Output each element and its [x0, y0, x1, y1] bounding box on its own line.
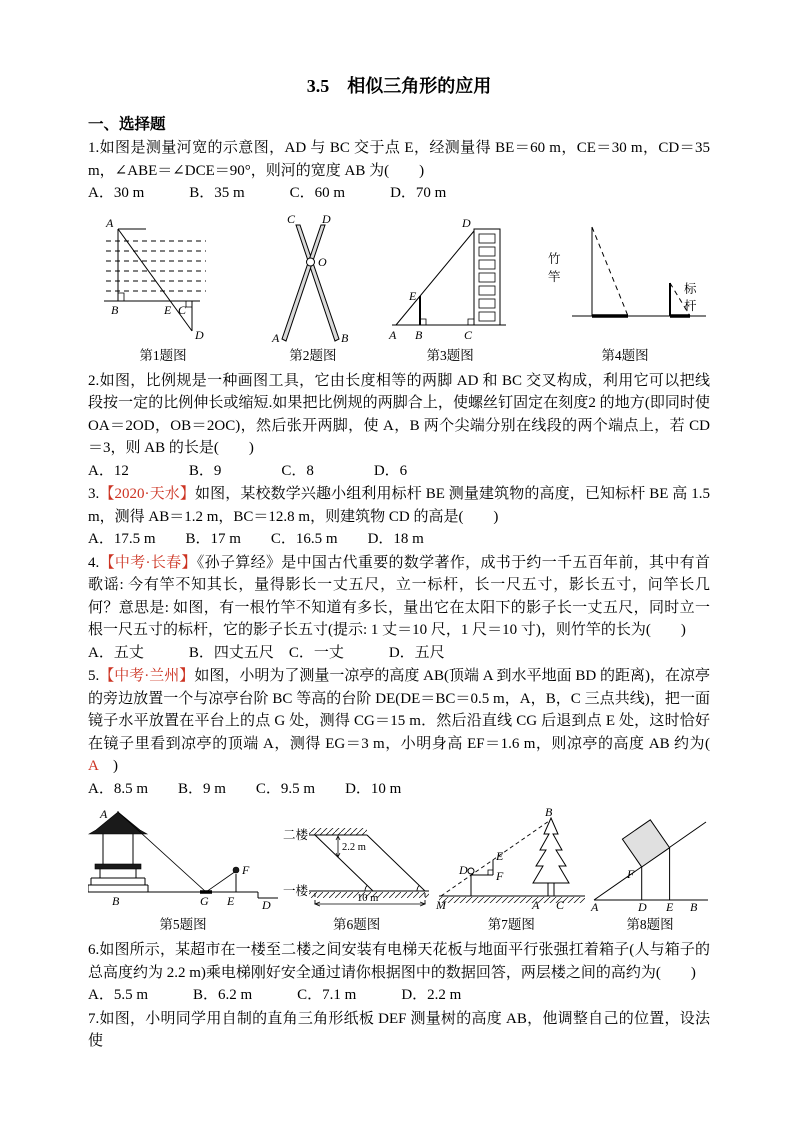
fig7-label-c: C	[556, 898, 565, 912]
fig8-label-d: D	[637, 900, 647, 912]
figure-3	[388, 213, 513, 364]
fig5-label-d: D	[262, 898, 271, 912]
figure-3-diagram	[388, 213, 513, 343]
fig2-label-d: D	[322, 212, 331, 226]
problem-6-text: 6.如图所示，某超市在一楼至二楼之间安装有电梯天花板与地面平行张强扛着箱子(人与箱子的总高度约为 2.2 m)乘电梯刚好安全通过请你根据图中的数据回答，两层楼之间的高约为( )	[88, 942, 710, 981]
fig4-marker-label-2: 杆	[683, 298, 697, 313]
figure-5-diagram	[88, 808, 278, 912]
figure-2	[265, 213, 360, 364]
problem-4-source-tag: 【中考·长春】	[99, 554, 197, 571]
problem-5	[88, 665, 725, 778]
problem-4-options: A．五丈 B．四丈五尺 C．一丈 D．五尺	[88, 644, 445, 661]
fig6-floor1-label: 一楼	[282, 884, 308, 898]
figure-3-caption: 第3题图	[426, 347, 474, 363]
figure-8-diagram	[590, 808, 710, 912]
figure-4	[540, 213, 710, 364]
figure-2-caption: 第2题图	[289, 347, 337, 363]
fig5-label-g: G	[200, 894, 209, 908]
fig4-pole-label-2: 竿	[547, 269, 561, 284]
figure-6-caption: 第6题图	[333, 917, 381, 932]
fig1-label-b: B	[111, 302, 119, 317]
figure-5-caption: 第5题图	[159, 917, 207, 932]
figure-1-caption: 第1题图	[139, 347, 187, 363]
fig8-label-a: A	[590, 900, 599, 912]
figure-7	[435, 808, 587, 933]
fig2-label-c: C	[287, 212, 296, 226]
problem-5-number: 5.	[88, 668, 100, 684]
fig7-label-f: F	[496, 869, 504, 883]
figure-4-caption: 第4题图	[601, 347, 649, 363]
figure-row-1	[88, 213, 710, 364]
fig8-label-b: B	[689, 900, 698, 912]
figure-5	[88, 808, 278, 933]
page-title: 3.5 相似三角形的应用	[306, 76, 492, 96]
fig1-label-a: A	[106, 215, 114, 230]
section-heading: 一、选择题	[88, 116, 166, 133]
fig4-marker-label-1: 标	[683, 281, 697, 296]
fig6-height-label: 2.2 m	[341, 842, 366, 853]
fig2-label-a: A	[272, 330, 280, 343]
figure-7-diagram	[435, 808, 587, 912]
problem-4-text: 《孙子算经》是中国古代重要的数学著作，成书于约一千五百年前，其中有首歌谣: 今有竿不知其长，量得影长一丈五尺，立一标杆，长一尺五寸，影长五寸，问竿长几何？意思是: 如图，有一根竹竿不知道有多长，量出它在太阳下的影子长一丈五尺，同时立一根一尺五寸的标杆，它的影子长五寸(提示: 1 丈＝10 尺，1 尺＝10 寸)，则竹竿的长为( )	[88, 554, 710, 638]
fig1-label-c: C	[178, 302, 187, 317]
fig1-label-e: E	[164, 302, 172, 317]
problem-2-text: 2.如图，比例规是一种画图工具，它由长度相等的两脚 AD 和 BC 交叉构成，利用它可以把线段按一定的比例伸长或缩短.如果把比例规的两脚合上，使螺丝钉固定在刻度2 的地方(即同时使 OA＝2OD，OB＝2OC)，然后张开两脚，使 A，B 两个尖端分别在线段的两个端点上，若 CD＝3，则 AB 的长是( )	[88, 372, 710, 456]
figure-2-diagram	[265, 213, 360, 343]
figure-8-caption: 第8题图	[626, 917, 674, 932]
problem-3-number: 3.	[88, 486, 100, 502]
problem-3-source-tag: 【2020·天水】	[99, 486, 195, 502]
problem-5-options: A．8.5 m B．9 m C．9.5 m D．10 m	[88, 780, 402, 797]
fig6-width-label: 10 m	[356, 893, 378, 904]
problem-4-number: 4.	[88, 554, 100, 571]
fig8-label-e: E	[665, 900, 674, 912]
figure-6	[281, 808, 433, 933]
fig3-label-c: C	[463, 327, 472, 342]
figure-4-diagram	[540, 213, 710, 343]
problem-5-text-end: )	[98, 758, 119, 774]
figure-row-2	[88, 808, 710, 933]
problem-3-options: A．17.5 m B．17 m C．16.5 m D．18 m	[88, 531, 424, 547]
problem-1-options: A．30 m B．35 m C．60 m D．70 m	[88, 185, 447, 201]
fig5-label-b: B	[112, 894, 120, 908]
problem-2-options: A．12 B．9 C．8 D．6	[88, 462, 408, 479]
problem-5-answer: A	[88, 758, 99, 774]
problem-3-text: 如图，某校数学兴趣小组利用标杆 BE 测量建筑物的高度，已知标杆 BE 高 1.5 m，测得 AB＝1.2 m，BC＝12.8 m，则建筑物 CD 的高是( )	[88, 486, 710, 525]
problem-1-text: 1.如图是测量河宽的示意图，AD 与 BC 交于点 E，经测量得 BE＝60 m，CE＝30 m，CD＝35 m，∠ABE＝∠DCE＝90°，则河的宽度 AB 为( )	[88, 140, 710, 179]
figure-8	[590, 808, 710, 933]
problem-3	[88, 483, 710, 528]
fig5-label-a: A	[100, 808, 108, 821]
fig3-label-a: A	[388, 327, 396, 342]
problem-6-options: A．5.5 m B．6.2 m C．7.1 m D．2.2 m	[88, 987, 462, 1003]
fig7-label-a: A	[532, 898, 540, 912]
problem-5-source-tag: 【中考·兰州】	[99, 668, 195, 684]
fig5-label-f: F	[242, 863, 250, 877]
fig2-label-o: O	[318, 254, 327, 269]
figure-1	[88, 213, 238, 364]
fig1-label-d: D	[195, 327, 204, 342]
fig5-label-e: E	[227, 894, 235, 908]
fig4-pole-label-1: 竹	[547, 251, 561, 266]
fig6-floor2-label: 二楼	[282, 828, 308, 842]
fig3-label-b: B	[414, 327, 422, 342]
fig8-label-f: F	[626, 867, 635, 881]
fig7-label-e: E	[496, 849, 504, 863]
problem-5-text: 如图，小明为了测量一凉亭的高度 AB(顶端 A 到水平地面 BD 的距离)，在凉亭的旁边放置一个与凉亭台阶 BC 等高的台阶 DE(DE＝BC＝0.5 m，A，B，C 三点共线)，把一面镜子水平放置在平台上的点 G 处，测得 CG＝15 m．然后沿直线 CG 后退到点 E 处，这时恰好在镜子里看到凉亭的顶端 A，测得 EG＝3 m，小明身高 EF＝1.6 m，则凉亭的高度 AB 约为(	[88, 668, 725, 752]
problem-7-text: 7.如图，小明同学用自制的直角三角形纸板 DEF 测量树的高度 AB，他调整自己的位置，设法使	[88, 1010, 710, 1049]
fig7-label-m: M	[436, 898, 447, 912]
figure-1-diagram	[88, 213, 238, 343]
figure-6-diagram	[281, 808, 433, 912]
figure-7-caption: 第7题图	[487, 917, 535, 932]
fig7-label-d: D	[459, 863, 468, 877]
fig3-label-d: D	[461, 215, 471, 230]
fig3-label-e: E	[408, 288, 416, 303]
fig2-label-b: B	[341, 330, 349, 343]
problem-4	[88, 552, 710, 642]
fig7-label-b: B	[545, 808, 553, 819]
